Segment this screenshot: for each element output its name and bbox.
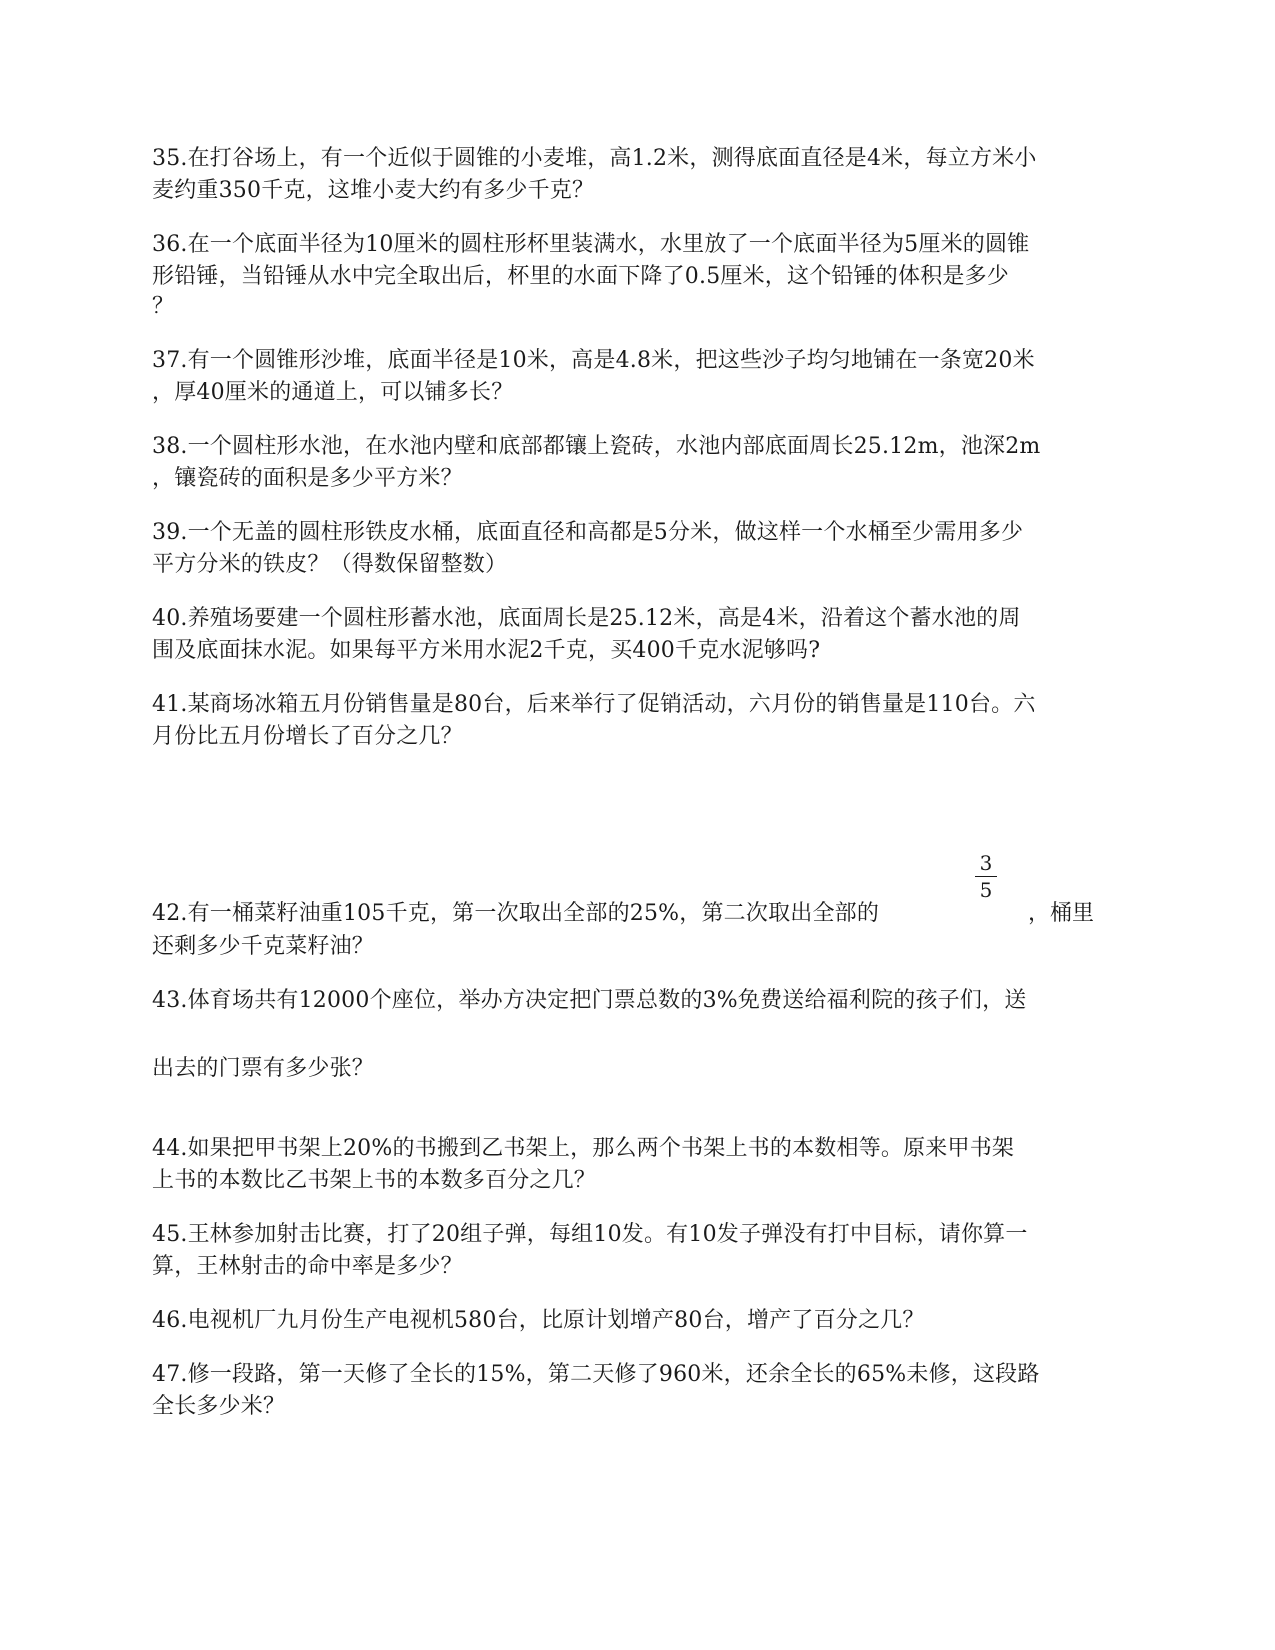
fraction-denominator: 5	[979, 878, 993, 902]
question-line: 40.养殖场要建一个圆柱形蓄水池，底面周长是25.12米，高是4米，沿着这个蓄水池的周	[152, 606, 1021, 631]
fraction-numerator: 3	[979, 851, 993, 875]
question-line: 还剩多少千克菜籽油？	[152, 934, 375, 959]
question-line: 43.体育场共有12000个座位，举办方决定把门票总数的3%免费送给福利院的孩子们，送	[152, 988, 1027, 1013]
fraction	[972, 852, 1000, 901]
question-line: 38.一个圆柱形水池，在水池内壁和底部都镶上瓷砖，水池内部底面周长25.12m，池深2m	[152, 434, 1041, 459]
question-line: 全长多少米？	[152, 1394, 286, 1419]
question-line: 上书的本数比乙书架上书的本数多百分之几？	[152, 1168, 597, 1193]
question-line: 39.一个无盖的圆柱形铁皮水桶，底面直径和高都是5分米，做这样一个水桶至少需用多少	[152, 520, 1024, 545]
question-line-tail: ，桶里	[1028, 901, 1095, 926]
fraction-bar	[975, 876, 997, 877]
question-line: ？	[152, 294, 175, 319]
question-line: 45.王林参加射击比赛，打了20组子弹，每组10发。有10发子弹没有打中目标，请你算一	[152, 1222, 1028, 1247]
question-line: 36.在一个底面半径为10厘米的圆柱形杯里装满水，水里放了一个底面半径为5厘米的圆锥	[152, 232, 1030, 257]
question-line: 35.在打谷场上，有一个近似于圆锥的小麦堆，高1.2米，测得底面直径是4米，每立方米小	[152, 146, 1037, 171]
question-line: 41.某商场冰箱五月份销售量是80台，后来举行了促销活动，六月份的销售量是110台。六	[152, 692, 1036, 717]
question-line: 47.修一段路，第一天修了全长的15%，第二天修了960米，还余全长的65%未修，这段路	[152, 1362, 1040, 1387]
question-line: 平方分米的铁皮？（得数保留整数）	[152, 552, 508, 577]
question-line: ，镶瓷砖的面积是多少平方米？	[152, 466, 463, 491]
question-line: 37.有一个圆锥形沙堆，底面半径是10米，高是4.8米，把这些沙子均匀地铺在一条宽20米	[152, 348, 1035, 373]
question-line: 42.有一桶菜籽油重105千克，第一次取出全部的25%，第二次取出全部的	[152, 901, 880, 926]
question-line: 月份比五月份增长了百分之几？	[152, 724, 463, 749]
question-line: 44.如果把甲书架上20%的书搬到乙书架上，那么两个书架上书的本数相等。原来甲书架	[152, 1136, 1015, 1161]
question-line: ，厚40厘米的通道上，可以铺多长？	[152, 380, 514, 405]
question-line: 算，王林射击的命中率是多少？	[152, 1254, 463, 1279]
question-line: 46.电视机厂九月份生产电视机580台，比原计划增产80台，增产了百分之几？	[152, 1308, 925, 1333]
question-line: 出去的门票有多少张？	[152, 1056, 375, 1081]
question-line: 形铅锤，当铅锤从水中完全取出后，杯里的水面下降了0.5厘米，这个铅锤的体积是多少	[152, 264, 1009, 289]
question-line: 围及底面抹水泥。如果每平方米用水泥2千克，买400千克水泥够吗?	[152, 638, 821, 663]
question-line: 麦约重350千克，这堆小麦大约有多少千克？	[152, 178, 595, 203]
